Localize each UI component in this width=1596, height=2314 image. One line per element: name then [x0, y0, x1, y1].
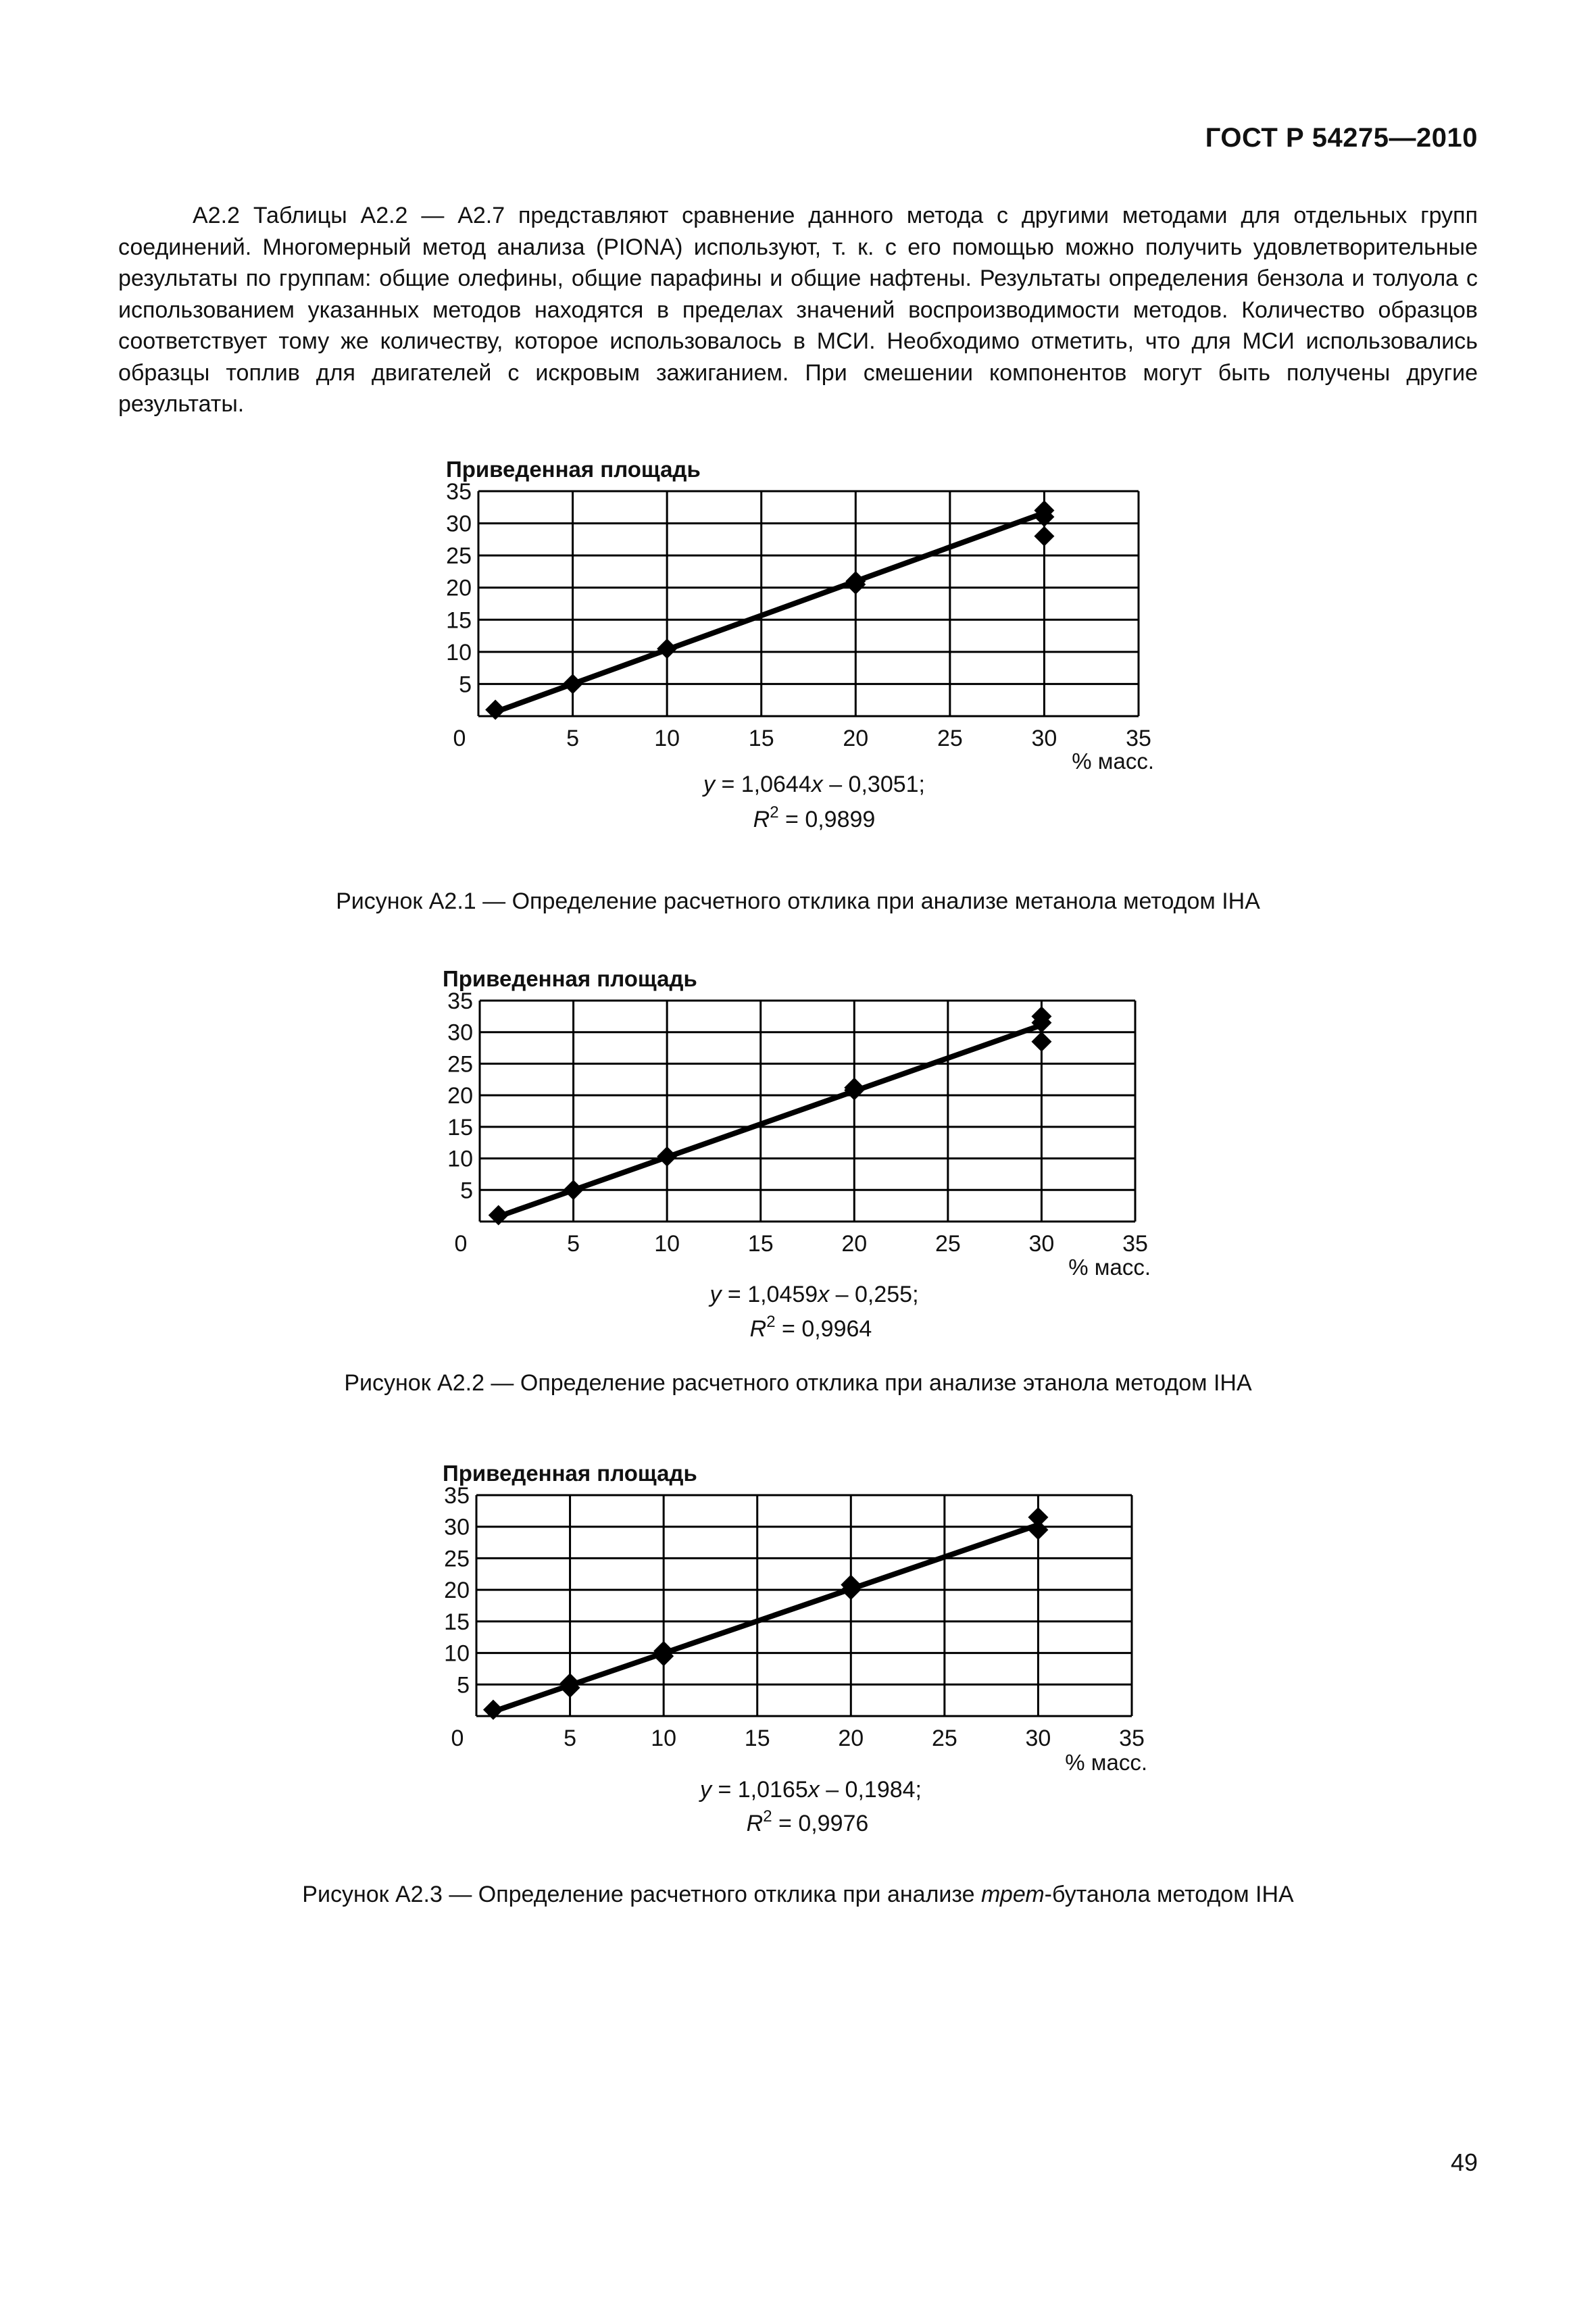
x-tick-label: 35	[1119, 1726, 1145, 1751]
x-tick-label: 30	[1025, 1726, 1051, 1751]
x-tick-label: 5	[566, 726, 580, 751]
y-tick-label: 20	[446, 575, 472, 601]
y-tick-label: 10	[447, 1146, 473, 1172]
regression-equation: y = 1,0165x – 0,1984;	[700, 1777, 922, 1803]
y-axis-label: Приведенная площадь	[446, 457, 701, 482]
body-paragraph: А2.2 Таблицы А2.2 — А2.7 представляют сравнение данного метода с другими методами для отдельных групп соединений. Многомерный метод анализа (PIONA) используют, т. к. с его помощью можно получить удовлетворительные результаты по группам: общие олефины, общие парафины и общие нафтены. Результаты определения бензола и толуола с использованием указанных методов находятся в пределах значений воспроизводимости методов. Количество образцов соответствует тому же количеству, которое использовалось в МСИ. Необходимо отметить, что для МСИ использовались образцы топлив для двигателей с искровым зажиганием. При смешении компонентов могут быть получены другие результаты.	[118, 203, 1478, 417]
y-tick-label: 5	[457, 1672, 470, 1699]
x-axis-label: % масс.	[1072, 749, 1154, 774]
y-tick-label: 35	[444, 1483, 470, 1509]
y-tick-label: 25	[447, 1051, 473, 1078]
y-tick-label: 15	[447, 1114, 473, 1140]
y-axis-label: Приведенная площадь	[443, 966, 697, 991]
r-squared: $R^2 = 0,9976$	[746, 1807, 869, 1836]
page-number: 49	[1450, 2148, 1478, 2176]
y-tick-label: 35	[446, 479, 472, 505]
x-tick-label: 20	[841, 1231, 868, 1257]
x-tick-label: 5	[564, 1726, 577, 1751]
y-tick-label: 5	[459, 672, 472, 698]
x-tick-label: 15	[747, 1231, 774, 1257]
x-tick-label: 35	[1122, 1231, 1148, 1257]
y-axis-label: Приведенная площадь	[443, 1461, 697, 1486]
y-tick-label: 10	[446, 639, 472, 665]
x-tick-label: 15	[744, 1726, 770, 1751]
x-tick-label: 0	[453, 726, 466, 751]
y-tick-label: 15	[446, 607, 472, 634]
x-tick-label: 0	[451, 1726, 464, 1751]
regression-equation: y = 1,0459x – 0,255;	[709, 1282, 919, 1307]
x-tick-label: 20	[838, 1726, 864, 1751]
y-tick-label: 30	[447, 1020, 473, 1046]
data-point	[1028, 1507, 1048, 1528]
figure-caption-1: Рисунок А2.1 — Определение расчетного отклика при анализе метанола методом IHA	[336, 888, 1260, 914]
x-tick-label: 15	[748, 726, 774, 751]
r-squared: $R^2 = 0,9899$	[753, 803, 876, 832]
x-axis-label: % масс.	[1068, 1255, 1151, 1280]
r-squared: $R^2 = 0,9964$	[749, 1313, 872, 1342]
x-tick-label: 5	[567, 1231, 580, 1257]
x-tick-label: 10	[654, 726, 680, 751]
x-tick-label: 10	[651, 1726, 677, 1751]
y-tick-label: 30	[444, 1514, 470, 1540]
y-tick-label: 15	[444, 1609, 470, 1635]
figure-caption-2: Рисунок А2.2 — Определение расчетного отклика при анализе этанола методом IHA	[344, 1370, 1252, 1396]
x-tick-label: 30	[1028, 1231, 1055, 1257]
x-tick-label: 30	[1031, 726, 1057, 751]
figure-caption-3: Рисунок А2.3 — Определение расчетного отклика при анализе трет-бутанола методом IHA	[302, 1882, 1294, 1907]
y-tick-label: 30	[446, 511, 472, 537]
x-tick-label: 25	[937, 726, 963, 751]
y-tick-label: 25	[444, 1546, 470, 1572]
x-tick-label: 0	[454, 1231, 468, 1257]
document-header: ГОСТ Р 54275—2010	[1205, 123, 1478, 153]
x-tick-label: 25	[934, 1231, 961, 1257]
x-tick-label: 25	[931, 1726, 957, 1751]
y-tick-label: 20	[444, 1578, 470, 1604]
x-tick-label: 10	[654, 1231, 680, 1257]
y-tick-label: 25	[446, 543, 472, 570]
y-tick-label: 20	[447, 1083, 473, 1109]
regression-equation: y = 1,0644x – 0,3051;	[703, 772, 925, 797]
y-tick-label: 10	[444, 1640, 470, 1667]
y-tick-label: 5	[460, 1178, 473, 1204]
x-axis-label: % масс.	[1065, 1750, 1147, 1775]
x-tick-label: 35	[1126, 726, 1151, 751]
x-tick-label: 20	[843, 726, 869, 751]
y-tick-label: 35	[447, 988, 473, 1014]
